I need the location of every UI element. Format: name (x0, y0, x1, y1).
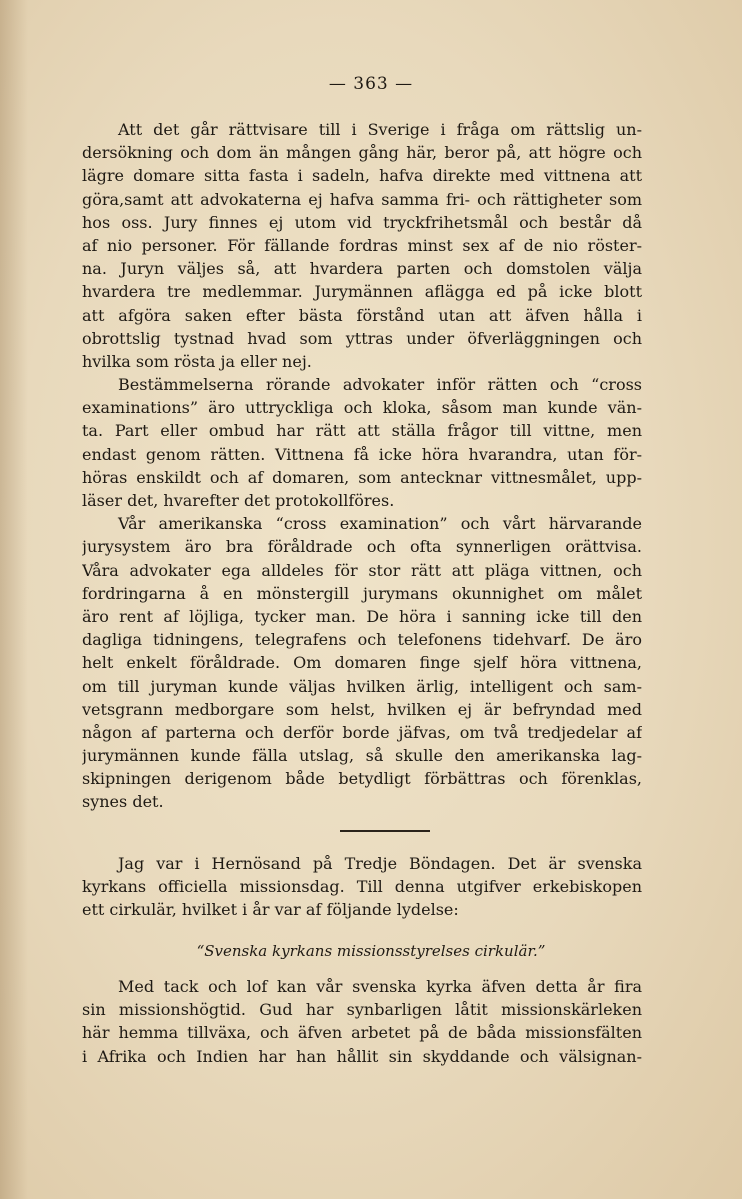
page-edge-shadow (0, 0, 28, 1199)
text-line: någon af parterna och derför borde jäfvas, om två tredjedelar af (82, 722, 642, 742)
text-line: dersökning och dom än mången gång här, beror på, att högre och (82, 143, 642, 163)
text-line: af nio personer. För fällande fordras minst sex af de nio röster- (82, 235, 642, 255)
section-2-intro (82, 852, 642, 922)
text-line: här hemma tillväxa, och äfven arbetet på de båda missionsfälten (82, 1023, 642, 1043)
text-line: höras enskildt och af domaren, som antecknar vittnesmålet, upp- (82, 467, 642, 487)
text-line: göra,samt att advokaterna ej hafva samma fri- och rättigheter som (82, 189, 642, 209)
text-line: hvilka som rösta ja eller nej. (82, 351, 312, 371)
text-line: examinations” äro uttryckliga och kloka, såsom man kunde vän- (82, 398, 642, 418)
text-line: ett cirkulär, hvilket i år var af följande lydelse: (82, 900, 459, 920)
text-line: hos oss. Jury finnes ej utom vid tryckfrihetsmål och består då (82, 212, 642, 232)
text-line: obrottslig tystnad hvad som yttras under öfverläggningen och (82, 328, 642, 348)
text-line: kyrkans officiella missionsdag. Till denna utgifver erkebiskopen (82, 877, 642, 897)
page-number: — 363 — (328, 74, 414, 94)
text-line: Jag var i Hernösand på Tredje Böndagen. Det är svenska (118, 854, 642, 873)
text-line: hvardera tre medlemmar. Jurymännen aflägga ed på icke blott (82, 282, 642, 302)
text-line: helt enkelt föråldrade. Om domaren finge sjelf höra vittnena, (82, 653, 642, 673)
text-line: fordringarna å en mönstergill jurymans okunnighet om målet (82, 583, 642, 603)
text-line: endast genom rätten. Vittnena få icke höra hvarandra, utan för- (82, 444, 642, 464)
text-line: Med tack och lof kan vår svenska kyrka äfven detta år fira (118, 977, 642, 996)
text-line: att afgöra saken efter bästa förstånd utan att äfven hålla i (82, 305, 642, 325)
text-line: Vår amerikanska “cross examination” och vårt härvarande (118, 514, 642, 534)
text-line: läser det, hvarefter det protokollföres. (82, 491, 395, 510)
circular-heading: “Svenska kyrkans missionsstyrelses cirkulär.” (196, 942, 546, 960)
text-line: jurymännen kunde fälla utslag, så skulle den amerikanska lag- (82, 746, 642, 766)
text-line: i Afrika och Indien har han hållit sin skyddande och välsignan- (82, 1046, 642, 1066)
text-line: äro rent af löjliga, tycker man. De höra i sanning icke till den (82, 606, 642, 626)
text-line: jurysystem äro bra föråldrade och ofta synnerligen orättvisa. (82, 537, 642, 557)
text-line: synes det. (82, 792, 164, 812)
text-line: ta. Part eller ombud har rätt att ställa frågor till vittne, men (82, 421, 642, 441)
text-line: skipningen derigenom både betydligt förbättras och förenklas, (82, 769, 642, 789)
text-line: vetsgrann medborgare som helst, hvilken ej är befryndad med (82, 699, 642, 719)
text-line: Våra advokater ega alldeles för stor rätt att pläga vittnen, och (82, 560, 642, 580)
text-line: na. Juryn väljes så, att hvardera parten och domstolen välja (82, 259, 642, 279)
text-line: sin missionshögtid. Gud har synbarligen låtit missionskärleken (82, 1000, 642, 1020)
text-line: Bestämmelserna rörande advokater inför rätten och “cross (118, 375, 642, 395)
text-line: dagliga tidningens, telegrafens och telefonens tidehvarf. De äro (82, 630, 642, 650)
text-line: lägre domare sitta fasta i sadeln, hafva direkte med vittnena att (82, 166, 642, 186)
section-divider (340, 830, 430, 832)
text-line: Att det går rättvisare till i Sverige i fråga om rättslig un- (118, 120, 642, 139)
section-2-body (82, 975, 642, 1068)
text-line: om till juryman kunde väljas hvilken ärlig, intelligent och sam- (82, 676, 642, 696)
section-1-paragraphs (82, 118, 642, 814)
